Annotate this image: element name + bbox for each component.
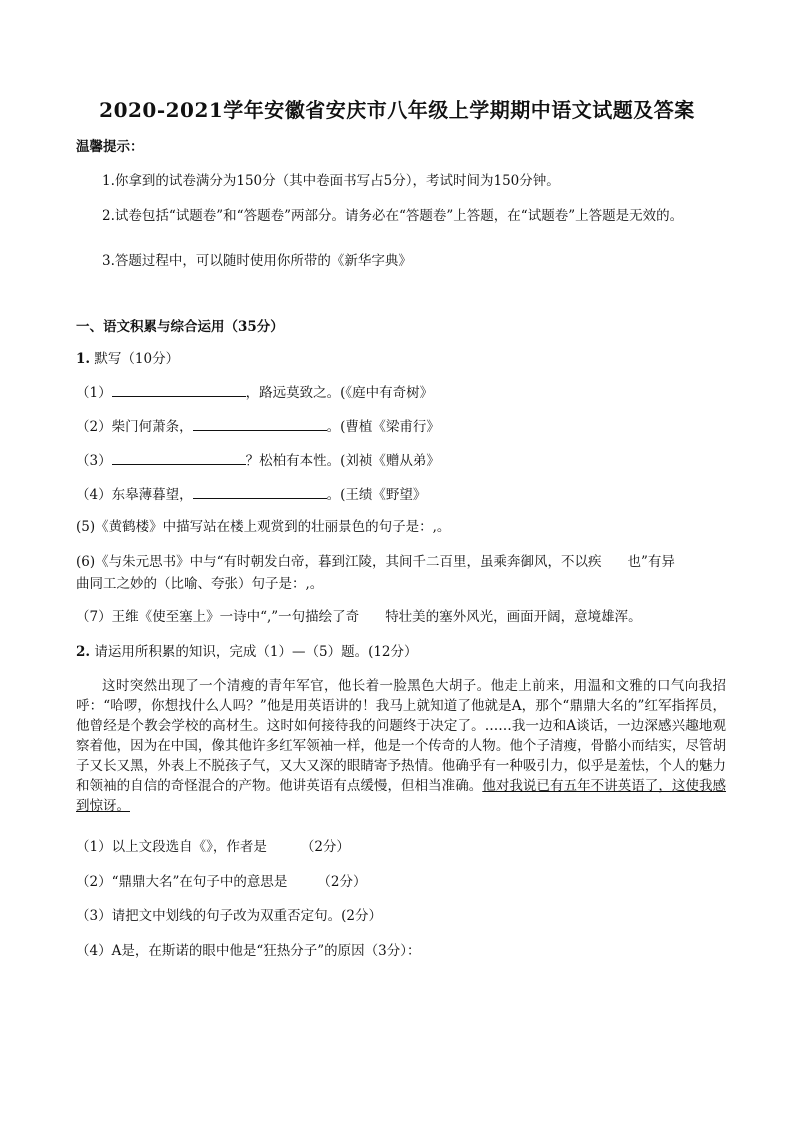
item-prefix: （4）东皋薄暮望， <box>76 487 193 503</box>
dictation-item-2 <box>76 416 726 436</box>
sub-question-text: （1）以上文段选自《》，作者是 <box>76 839 267 855</box>
question-label: 默写（10分） <box>94 351 180 367</box>
question-number: 1. <box>76 351 91 367</box>
item-prefix: （2）柴门何萧条， <box>76 419 193 435</box>
item-prefix: （1） <box>76 385 112 401</box>
item7-text: （7）王维《使至塞上》一诗中“,”一句描绘了奇 <box>76 609 360 625</box>
passage-text: 这时突然出现了一个清瘦的青年军官，他长着一脸黑色大胡子。他走上前来，用温和文雅的口气向我招呼：“哈啰，你想找什么人吗？”他是用英语讲的！我马上就知道了他就是A，那个“鼎鼎大名的”红军指挥员，他曾经是个教会学校的高材生。这时如何接待我的问题终于决定了。……我一边和A谈话，一边深感兴趣地观察着他，因为在中国，像其他许多红军领袖一样，他是一个传奇的人物。他个子清瘦，骨骼小而结实，尽管胡子又长又黑，外表上不脱孩子气，又大又深的眼睛寄予热情。他确乎有一种吸引力，似乎是羞怯，个人的魅力和领袖的自信的奇怪混合的产物。他讲英语有点缓慢，但相当准确。 <box>76 678 726 794</box>
sub-question-4: （4）A是，在斯诺的眼中他是“狂热分子”的原因（3分）： <box>76 943 421 959</box>
page-title: 2020-2021学年安徽省安庆市八年级上学期期中语文试题及答案 <box>99 98 695 122</box>
dictation-item-4 <box>76 484 726 504</box>
reading-passage <box>76 676 726 816</box>
question-2-heading <box>76 643 726 661</box>
answer-blank[interactable] <box>112 450 246 465</box>
sub-question-score: （2分） <box>300 839 350 855</box>
section-heading: 一、语文积累与综合运用（35分） <box>76 319 284 335</box>
underlined-sentence: 他对我说已有五年不讲英语了，这使我感到惊讶。 <box>76 778 727 814</box>
question-number: 2. <box>76 644 91 660</box>
answer-blank[interactable] <box>112 382 246 397</box>
tip-item-1: 1.你拿到的试卷满分为150分（其中卷面书写占5分），考试时间为150分钟。 <box>102 173 560 189</box>
sub-question-2 <box>76 873 726 891</box>
sub-question-text: （2）“鼎鼎大名”在句子中的意思是 <box>76 874 288 890</box>
item-suffix: 。(王绩《野望》 <box>326 487 427 503</box>
tips-heading: 温馨提示： <box>76 139 144 155</box>
dictation-item-7 <box>76 608 726 626</box>
tip-item-2: 2.试卷包括“试题卷”和“答题卷”两部分。请务必在“答题卷”上答题，在“试题卷”上答题是无效的。 <box>102 208 684 224</box>
item-prefix: （3） <box>76 453 112 469</box>
item6-text: (6)《与朱元思书》中与“有时朝发白帝，暮到江陵，其间千二百里，虽乘奔御风，不以疾 <box>76 554 602 570</box>
item7-text-end: 特壮美的塞外风光，画面开阔，意境雄浑。 <box>385 609 642 625</box>
tip-item-3: 3.答题过程中，可以随时使用你所带的《新华字典》 <box>102 253 412 269</box>
answer-blank[interactable] <box>193 484 327 499</box>
dictation-item-1 <box>76 382 726 402</box>
item-suffix: ，路远莫致之。(《庭中有奇树》 <box>245 385 434 401</box>
sub-question-1 <box>76 838 726 856</box>
answer-blank[interactable] <box>193 416 327 431</box>
sub-question-3: （3）请把文中划线的句子改为双重否定句。(2分） <box>76 908 382 924</box>
item6-text-end: 也”有异 <box>627 554 675 570</box>
question-label: 请运用所积累的知识，完成（1）—（5）题。(12分） <box>94 644 418 660</box>
dictation-item-6-line-1 <box>76 553 726 571</box>
item-suffix: 。(曹植《梁甫行》 <box>326 419 440 435</box>
sub-question-score: （2分） <box>317 874 367 890</box>
dictation-item-6-line-2: 曲同工之妙的（比喻、夸张）句子是：,。 <box>76 576 324 592</box>
item-suffix: ？松柏有本性。(刘祯《赠从弟》 <box>245 453 440 469</box>
dictation-item-3 <box>76 450 726 470</box>
dictation-item-5: (5)《黄鹤楼》中描写站在楼上观赏到的壮丽景色的句子是：,。 <box>76 519 451 535</box>
question-1-heading <box>76 350 726 368</box>
